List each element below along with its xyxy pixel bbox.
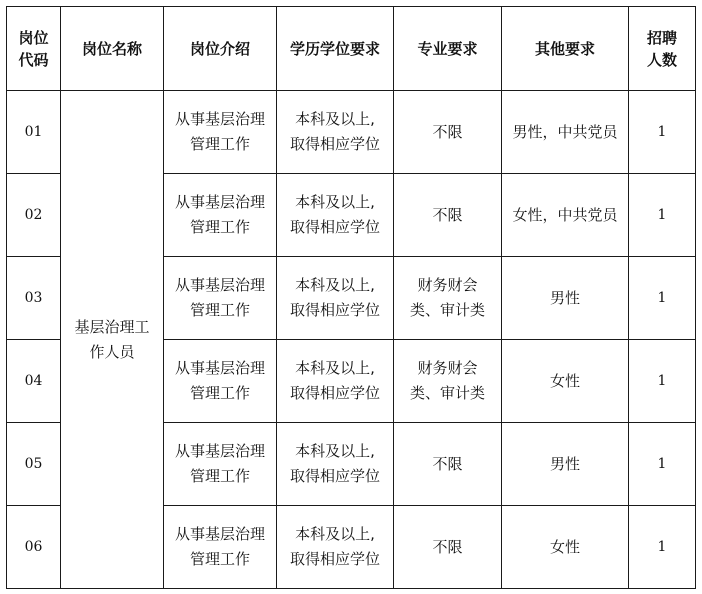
position-intro: 从事基层治理 管理工作 xyxy=(174,110,265,153)
recruit-count: 1 xyxy=(657,289,667,306)
education-requirement: 本科及以上, 取得相应学位 xyxy=(289,525,380,568)
count-cell xyxy=(629,174,696,257)
position-intro-cell xyxy=(164,506,277,589)
major-requirement: 不限 xyxy=(432,205,463,224)
position-intro-cell xyxy=(164,340,277,423)
education-cell xyxy=(277,174,394,257)
position-intro: 从事基层治理 管理工作 xyxy=(174,359,265,402)
position-code: 01 xyxy=(24,123,43,140)
count-cell xyxy=(629,423,696,506)
position-code: 05 xyxy=(24,455,43,472)
header-position-intro xyxy=(164,7,277,91)
position-intro: 从事基层治理 管理工作 xyxy=(174,193,265,236)
count-cell xyxy=(629,506,696,589)
count-cell xyxy=(629,257,696,340)
education-requirement: 本科及以上, 取得相应学位 xyxy=(289,359,380,402)
header-position-code-label: 岗位 代码 xyxy=(18,28,49,69)
major-requirement: 不限 xyxy=(432,122,463,141)
position-code-cell xyxy=(7,257,61,340)
position-code: 02 xyxy=(24,206,43,223)
other-cell xyxy=(502,340,629,423)
recruit-count: 1 xyxy=(657,206,667,223)
position-name: 基层治理工 作人员 xyxy=(74,317,150,361)
other-cell xyxy=(502,174,629,257)
position-code: 04 xyxy=(24,372,43,389)
recruit-count: 1 xyxy=(657,372,667,389)
major-cell xyxy=(394,174,502,257)
position-intro-cell xyxy=(164,174,277,257)
header-major-label: 专业要求 xyxy=(417,39,478,58)
education-requirement: 本科及以上, 取得相应学位 xyxy=(289,110,380,153)
major-cell xyxy=(394,506,502,589)
major-requirement: 不限 xyxy=(432,454,463,473)
position-code-cell xyxy=(7,340,61,423)
recruit-count: 1 xyxy=(657,455,667,472)
count-cell xyxy=(629,91,696,174)
position-code-cell xyxy=(7,506,61,589)
header-position-name-label: 岗位名称 xyxy=(81,39,142,58)
position-name-cell xyxy=(61,91,164,589)
other-requirement: 女性，中共党员 xyxy=(512,205,618,224)
education-requirement: 本科及以上, 取得相应学位 xyxy=(289,442,380,485)
position-intro: 从事基层治理 管理工作 xyxy=(174,276,265,319)
header-other xyxy=(502,7,629,91)
position-code-cell xyxy=(7,91,61,174)
other-cell xyxy=(502,506,629,589)
other-requirement: 女性 xyxy=(549,371,580,390)
table-body xyxy=(7,91,696,589)
education-cell xyxy=(277,91,394,174)
header-education-label: 学历学位要求 xyxy=(289,39,380,58)
major-requirement: 财务财会 类、审计类 xyxy=(409,359,485,402)
major-requirement: 财务财会 类、审计类 xyxy=(409,276,485,319)
position-intro-cell xyxy=(164,423,277,506)
recruit-count: 1 xyxy=(657,123,667,140)
header-position-code xyxy=(7,7,61,91)
header-row xyxy=(7,7,696,91)
header-count xyxy=(629,7,696,91)
count-cell xyxy=(629,340,696,423)
header-major xyxy=(394,7,502,91)
other-requirement: 男性，中共党员 xyxy=(512,122,618,141)
header-position-intro-label: 岗位介绍 xyxy=(189,39,250,58)
education-cell xyxy=(277,506,394,589)
major-cell xyxy=(394,340,502,423)
header-education xyxy=(277,7,394,91)
table-row xyxy=(7,91,696,174)
other-cell xyxy=(502,91,629,174)
major-cell xyxy=(394,423,502,506)
position-code-cell xyxy=(7,423,61,506)
education-requirement: 本科及以上, 取得相应学位 xyxy=(289,276,380,319)
position-intro-cell xyxy=(164,91,277,174)
other-requirement: 男性 xyxy=(549,454,580,473)
position-code-cell xyxy=(7,174,61,257)
education-requirement: 本科及以上, 取得相应学位 xyxy=(289,193,380,236)
header-count-label: 招聘 人数 xyxy=(646,28,677,69)
position-code: 03 xyxy=(24,289,43,306)
position-intro: 从事基层治理 管理工作 xyxy=(174,525,265,568)
header-other-label: 其他要求 xyxy=(534,39,595,58)
position-intro-cell xyxy=(164,257,277,340)
education-cell xyxy=(277,340,394,423)
header-position-name xyxy=(61,7,164,91)
position-code: 06 xyxy=(24,538,43,555)
education-cell xyxy=(277,257,394,340)
recruitment-table-container xyxy=(6,6,696,589)
recruit-count: 1 xyxy=(657,538,667,555)
major-cell xyxy=(394,91,502,174)
other-requirement: 女性 xyxy=(549,537,580,556)
position-intro: 从事基层治理 管理工作 xyxy=(174,442,265,485)
education-cell xyxy=(277,423,394,506)
other-cell xyxy=(502,257,629,340)
other-requirement: 男性 xyxy=(549,288,580,307)
major-cell xyxy=(394,257,502,340)
other-cell xyxy=(502,423,629,506)
recruitment-table xyxy=(6,6,696,589)
major-requirement: 不限 xyxy=(432,537,463,556)
